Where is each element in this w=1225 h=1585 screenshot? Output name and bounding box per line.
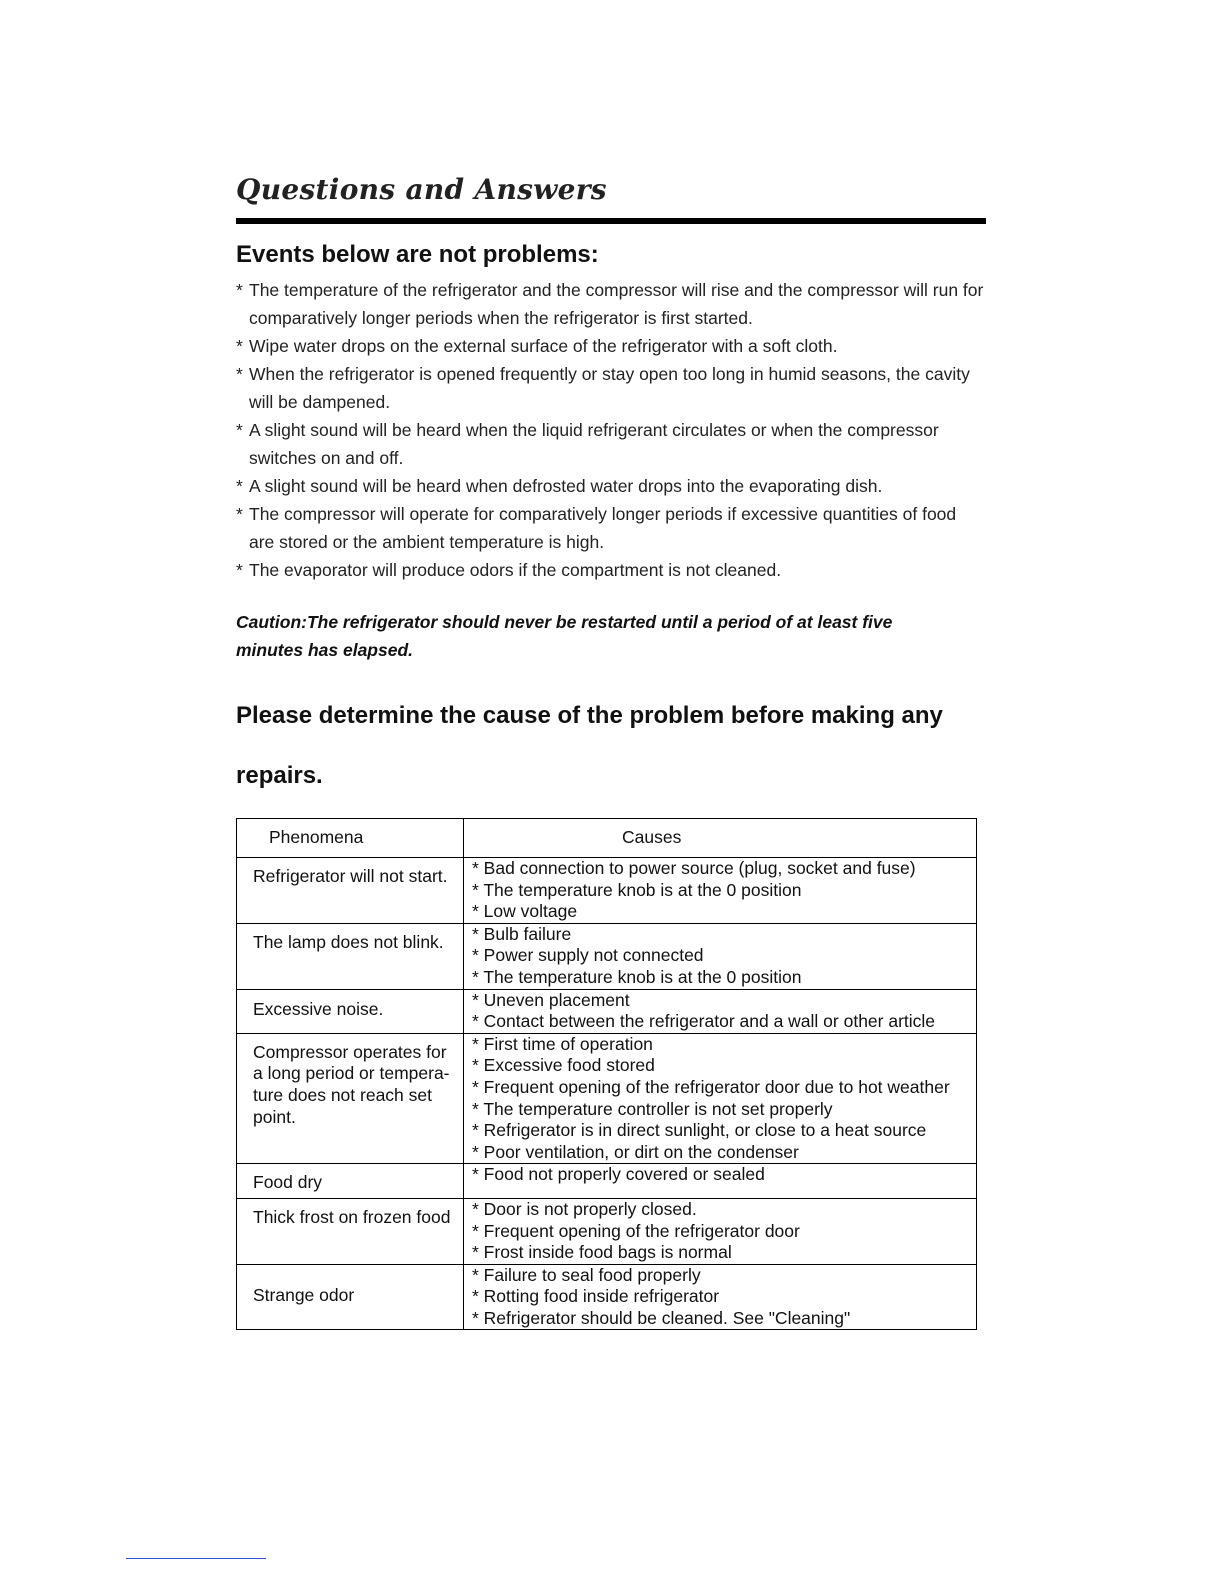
phenomenon-cell: Food dry: [237, 1164, 464, 1199]
caution-note: Caution:The refrigerator should never be restarted until a period of at least five minutes has elapsed.: [236, 612, 893, 660]
cause-item: * Failure to seal food properly: [472, 1264, 701, 1285]
footer-link-underline: [126, 1558, 266, 1559]
list-item: * The evaporator will produce odors if the compartment is not cleaned.: [236, 560, 782, 580]
section-heading-not-problems: Events below are not problems:: [236, 241, 599, 268]
cause-item: * The temperature knob is at the 0 position: [472, 966, 802, 987]
list-item: * The temperature of the refrigerator and the compressor will rise and the compressor will run for comparatively longer periods when the refrigerator is first started.: [236, 280, 984, 328]
troubleshooting-table: [236, 818, 977, 1330]
cause-item: * Uneven placement: [472, 989, 630, 1010]
cause-item: * Frost inside food bags is normal: [472, 1242, 732, 1263]
causes-cell: [464, 1033, 977, 1164]
cause-item: * Bad connection to power source (plug, socket and fuse): [472, 858, 916, 878]
cause-item: * Bulb failure: [472, 923, 572, 944]
list-item: * When the refrigerator is opened frequently or stay open too long in humid seasons, the cavity will be dampened.: [236, 364, 970, 412]
causes-cell: [464, 989, 977, 1033]
table-row: [237, 923, 977, 989]
phenomenon-cell: Refrigerator will not start.: [237, 858, 464, 924]
causes-cell: [464, 858, 977, 924]
phenomenon-cell: Strange odor: [237, 1264, 464, 1330]
causes-cell: [464, 1264, 977, 1330]
cause-item: * Excessive food stored: [472, 1055, 655, 1076]
causes-cell: [464, 923, 977, 989]
cause-item: * The temperature controller is not set properly: [472, 1098, 833, 1119]
cause-item: * The temperature knob is at the 0 position: [472, 879, 802, 900]
column-header-causes: Causes: [464, 819, 977, 858]
cause-item: * Poor ventilation, or dirt on the condenser: [472, 1141, 799, 1162]
table-row: [237, 1198, 977, 1264]
table-row: [237, 1164, 977, 1199]
section-heading-determine-cause: Please determine the cause of the problem before making any repairs.: [236, 702, 943, 789]
cause-item: * Refrigerator should be cleaned. See "Cleaning": [472, 1307, 851, 1328]
causes-cell: [464, 1164, 977, 1199]
list-item: * Wipe water drops on the external surface of the refrigerator with a soft cloth.: [236, 336, 838, 356]
phenomenon-cell: Compressor operates for a long period or tempera-ture does not reach set point.: [237, 1033, 464, 1164]
cause-item: * First time of operation: [472, 1033, 653, 1054]
cause-item: * Low voltage: [472, 901, 578, 922]
page-title: Questions and Answers: [236, 173, 607, 206]
causes-cell: [464, 1198, 977, 1264]
cause-item: * Frequent opening of the refrigerator door due to hot weather: [472, 1076, 950, 1097]
cause-item: * Refrigerator is in direct sunlight, or close to a heat source: [472, 1120, 927, 1141]
table-row: [237, 1033, 977, 1164]
column-header-phenomena: Phenomena: [237, 819, 464, 858]
list-item: * The compressor will operate for comparatively longer periods if excessive quantities of food are stored or the ambient temperature is high.: [236, 504, 957, 552]
events-list: [236, 276, 986, 584]
list-item: * A slight sound will be heard when the liquid refrigerant circulates or when the compressor switches on and off.: [236, 420, 939, 468]
document-page: [236, 170, 986, 1330]
cause-item: * Food not properly covered or sealed: [472, 1164, 765, 1185]
table-row: [237, 858, 977, 924]
cause-item: * Door is not properly closed.: [472, 1198, 697, 1219]
table-row: [237, 1264, 977, 1330]
cause-item: * Frequent opening of the refrigerator door: [472, 1220, 800, 1241]
title-divider: [236, 218, 986, 224]
phenomenon-cell: The lamp does not blink.: [237, 923, 464, 989]
cause-item: * Power supply not connected: [472, 945, 704, 966]
phenomenon-cell: Thick frost on frozen food: [237, 1198, 464, 1264]
list-item: * A slight sound will be heard when defrosted water drops into the evaporating dish.: [236, 476, 883, 496]
phenomenon-cell: Excessive noise.: [237, 989, 464, 1033]
table-header-row: [237, 819, 977, 858]
table-row: [237, 989, 977, 1033]
cause-item: * Rotting food inside refrigerator: [472, 1286, 720, 1307]
cause-item: * Contact between the refrigerator and a wall or other article: [472, 1011, 936, 1032]
